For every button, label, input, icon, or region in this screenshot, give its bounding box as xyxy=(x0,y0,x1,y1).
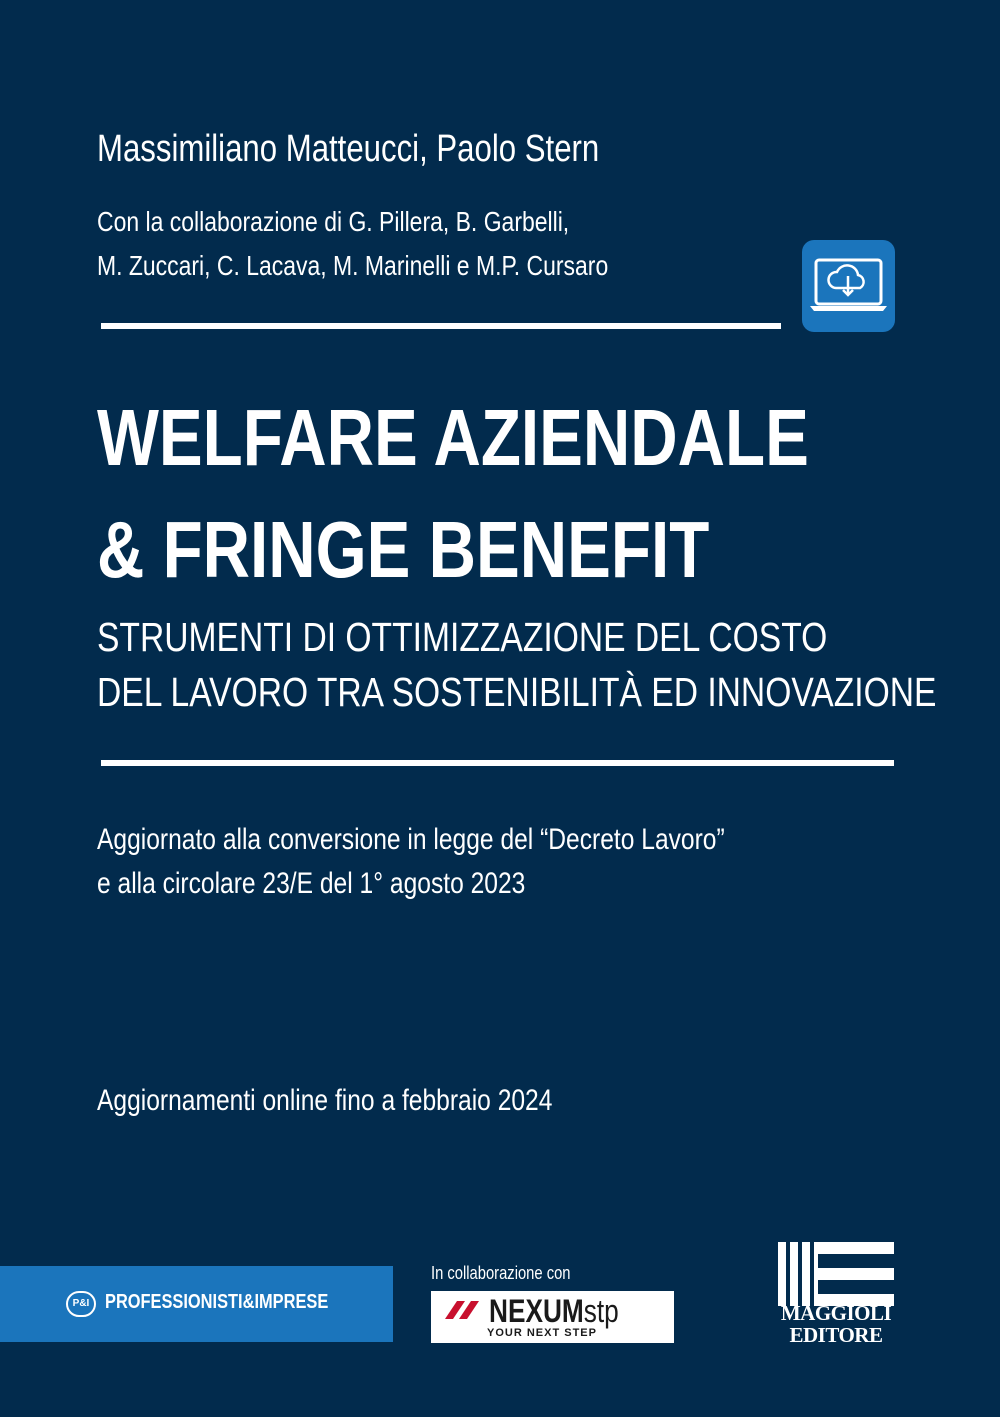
nexum-slashes-icon xyxy=(431,1291,491,1343)
nexum-stp: stp xyxy=(583,1293,619,1329)
series-bar xyxy=(0,1266,393,1342)
publisher-line: MAGGIOLI xyxy=(780,1301,892,1325)
nexum-name: NEXUM xyxy=(489,1293,584,1329)
collaborators-line: Con la collaborazione di G. Pillera, B. Garbelli, xyxy=(97,206,570,237)
update-note xyxy=(97,818,862,906)
collaborators xyxy=(97,200,720,288)
divider-top xyxy=(101,323,781,329)
maggioli-logo-icon xyxy=(778,1242,894,1306)
subtitle-line: DEL LAVORO TRA SOSTENIBILITÀ ED INNOVAZIONE xyxy=(97,669,937,715)
book-subtitle xyxy=(97,610,1000,720)
partner-intro: In collaborazione con xyxy=(431,1263,571,1283)
publisher-name xyxy=(772,1302,900,1346)
nexum-wordmark xyxy=(489,1293,647,1330)
divider-bottom xyxy=(101,760,894,766)
online-content-badge xyxy=(802,240,895,332)
cloud-download-laptop-icon xyxy=(802,240,895,332)
nexum-tagline: YOUR NEXT STEP xyxy=(487,1327,597,1339)
title-line: WELFARE AZIENDALE xyxy=(97,393,809,482)
update-note-line: e alla circolare 23/E del 1° agosto 2023 xyxy=(97,867,526,900)
subtitle-line: STRUMENTI DI OTTIMIZZAZIONE DEL COSTO xyxy=(97,614,828,660)
nexum-logo xyxy=(431,1291,674,1343)
book-title xyxy=(97,382,965,606)
authors: Massimiliano Matteucci, Paolo Stern xyxy=(97,128,600,170)
title-line: & FRINGE BENEFIT xyxy=(97,505,710,594)
online-updates-note: Aggiornamenti online fino a febbraio 2024 xyxy=(97,1084,553,1117)
pi-logo-icon: P&I xyxy=(66,1291,96,1317)
publisher-line: EDITORE xyxy=(789,1323,883,1347)
collaborators-line: M. Zuccari, C. Lacava, M. Marinelli e M.P. Cursaro xyxy=(97,250,609,281)
update-note-line: Aggiornato alla conversione in legge del “Decreto Lavoro” xyxy=(97,823,725,856)
series-label: PROFESSIONISTI&IMPRESE xyxy=(105,1291,329,1313)
